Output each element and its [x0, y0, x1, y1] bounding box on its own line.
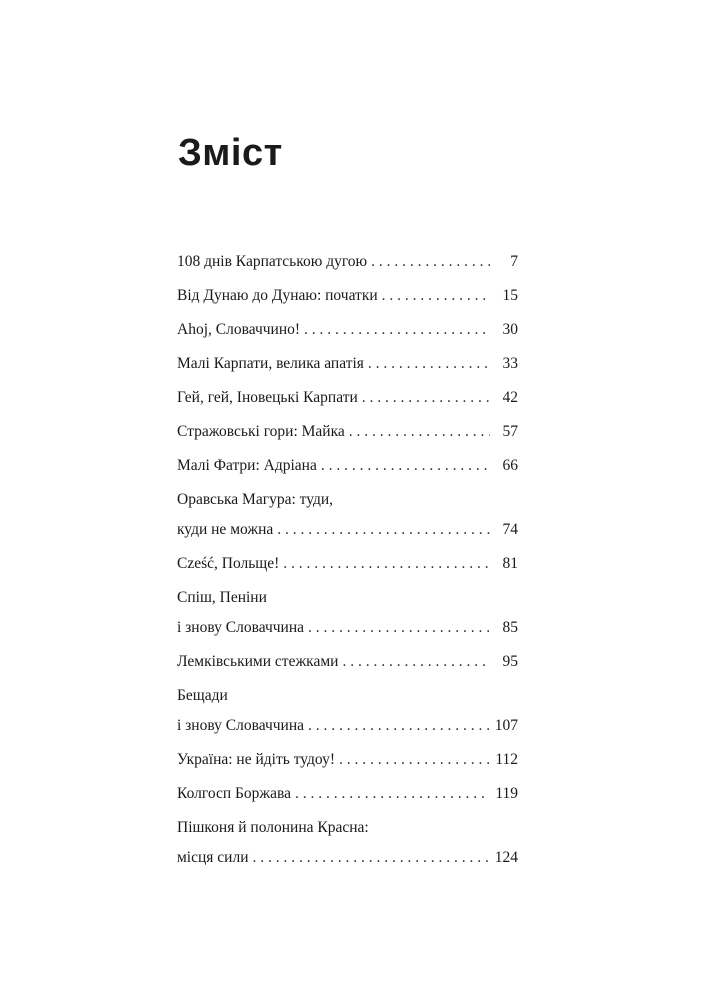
- toc-page-number: 7: [510, 253, 518, 270]
- toc-entry: [177, 252, 518, 286]
- toc-leader-dots: [283, 554, 490, 574]
- toc-entry-line: [177, 716, 518, 750]
- toc-page-number: 66: [502, 457, 518, 474]
- toc-leader-dots: [304, 320, 490, 340]
- toc-entry-line-wrapped: [177, 818, 518, 848]
- toc-entry-title: Малі Карпати, велика апатія: [177, 355, 364, 372]
- toc-entry: [177, 422, 518, 456]
- toc-page-number: 42: [502, 389, 518, 406]
- toc-entry-title: Від Дунаю до Дунаю: початки: [177, 287, 378, 304]
- toc-entry-title: Стражовські гори: Майка: [177, 423, 345, 440]
- toc-entry-line: [177, 652, 518, 686]
- toc-entry: [177, 652, 518, 686]
- toc-entry-line: [177, 456, 518, 490]
- toc-entry-title: Спіш, Пеніни: [177, 589, 267, 606]
- toc-entry-title: куди не можна: [177, 521, 274, 538]
- toc-entry: [177, 320, 518, 354]
- toc-entry: [177, 588, 518, 652]
- toc-leader-dots: [277, 520, 490, 540]
- toc-leader-dots: [339, 750, 489, 770]
- toc-entry: [177, 354, 518, 388]
- toc-page-number: 107: [494, 717, 518, 734]
- toc-page-number: 57: [502, 423, 518, 440]
- toc-leader-dots: [382, 286, 490, 306]
- toc-entry-title: і знову Словаччина: [177, 717, 305, 734]
- toc-leader-dots: [295, 784, 489, 804]
- toc-page-number: 30: [502, 321, 518, 338]
- toc-entry-line: [177, 286, 518, 320]
- toc-entry-line: [177, 618, 518, 652]
- toc-entry-title: Колгосп Боржава: [177, 785, 291, 802]
- toc-page-number: 112: [495, 751, 518, 768]
- toc-entry-title: Малі Фатри: Адріана: [177, 457, 317, 474]
- table-of-contents: [177, 252, 518, 882]
- toc-entry-line: [177, 520, 518, 554]
- toc-page-number: 95: [502, 653, 518, 670]
- toc-leader-dots: [308, 716, 489, 736]
- toc-leader-dots: [308, 618, 490, 638]
- toc-entry-line: [177, 320, 518, 354]
- toc-entry: [177, 456, 518, 490]
- page-title: Зміст: [178, 132, 283, 174]
- toc-page-number: 81: [502, 555, 518, 572]
- toc-entry: [177, 388, 518, 422]
- toc-entry-title: Ahoj, Словаччино!: [177, 321, 301, 338]
- toc-entry-line: [177, 554, 518, 588]
- toc-entry: [177, 490, 518, 554]
- toc-entry-title: Пішконя й полонина Красна:: [177, 819, 369, 836]
- toc-entry-line: [177, 750, 518, 784]
- toc-entry-title: місця сили: [177, 849, 249, 866]
- toc-leader-dots: [362, 388, 490, 408]
- toc-entry-line: [177, 252, 518, 286]
- toc-entry-title: Cześć, Польще!: [177, 555, 280, 572]
- toc-entry-title: Бещади: [177, 687, 228, 704]
- toc-entry-line: [177, 354, 518, 388]
- toc-leader-dots: [368, 354, 490, 374]
- toc-entry: [177, 554, 518, 588]
- toc-entry-title: Гей, гей, Іновецькі Карпати: [177, 389, 358, 406]
- toc-leader-dots: [342, 652, 490, 672]
- toc-page-number: 124: [494, 849, 518, 866]
- toc-entry-line-wrapped: [177, 588, 518, 618]
- toc-entry-line: [177, 388, 518, 422]
- toc-entry-title: Оравська Магура: туди,: [177, 491, 334, 508]
- toc-page-number: 74: [502, 521, 518, 538]
- toc-entry-line-wrapped: [177, 490, 518, 520]
- toc-entry: [177, 818, 518, 882]
- toc-entry-line-wrapped: [177, 686, 518, 716]
- toc-entry-title: і знову Словаччина: [177, 619, 305, 636]
- toc-leader-dots: [371, 252, 490, 272]
- toc-entry-line: [177, 422, 518, 456]
- toc-entry-title: 108 днів Карпатською дугою: [177, 253, 368, 270]
- toc-leader-dots: [253, 848, 489, 868]
- toc-entry-title: Україна: не йдіть тудоу!: [177, 751, 335, 768]
- toc-page-number: 15: [502, 287, 518, 304]
- toc-entry-title: Лемківськими стежками: [177, 653, 339, 670]
- toc-entry: [177, 750, 518, 784]
- toc-page-number: 119: [495, 785, 518, 802]
- toc-entry-line: [177, 848, 518, 882]
- toc-leader-dots: [321, 456, 490, 476]
- toc-page-number: 33: [502, 355, 518, 372]
- toc-entry: [177, 686, 518, 750]
- toc-entry-line: [177, 784, 518, 818]
- toc-entry: [177, 784, 518, 818]
- toc-leader-dots: [349, 422, 490, 442]
- toc-page-number: 85: [502, 619, 518, 636]
- toc-entry: [177, 286, 518, 320]
